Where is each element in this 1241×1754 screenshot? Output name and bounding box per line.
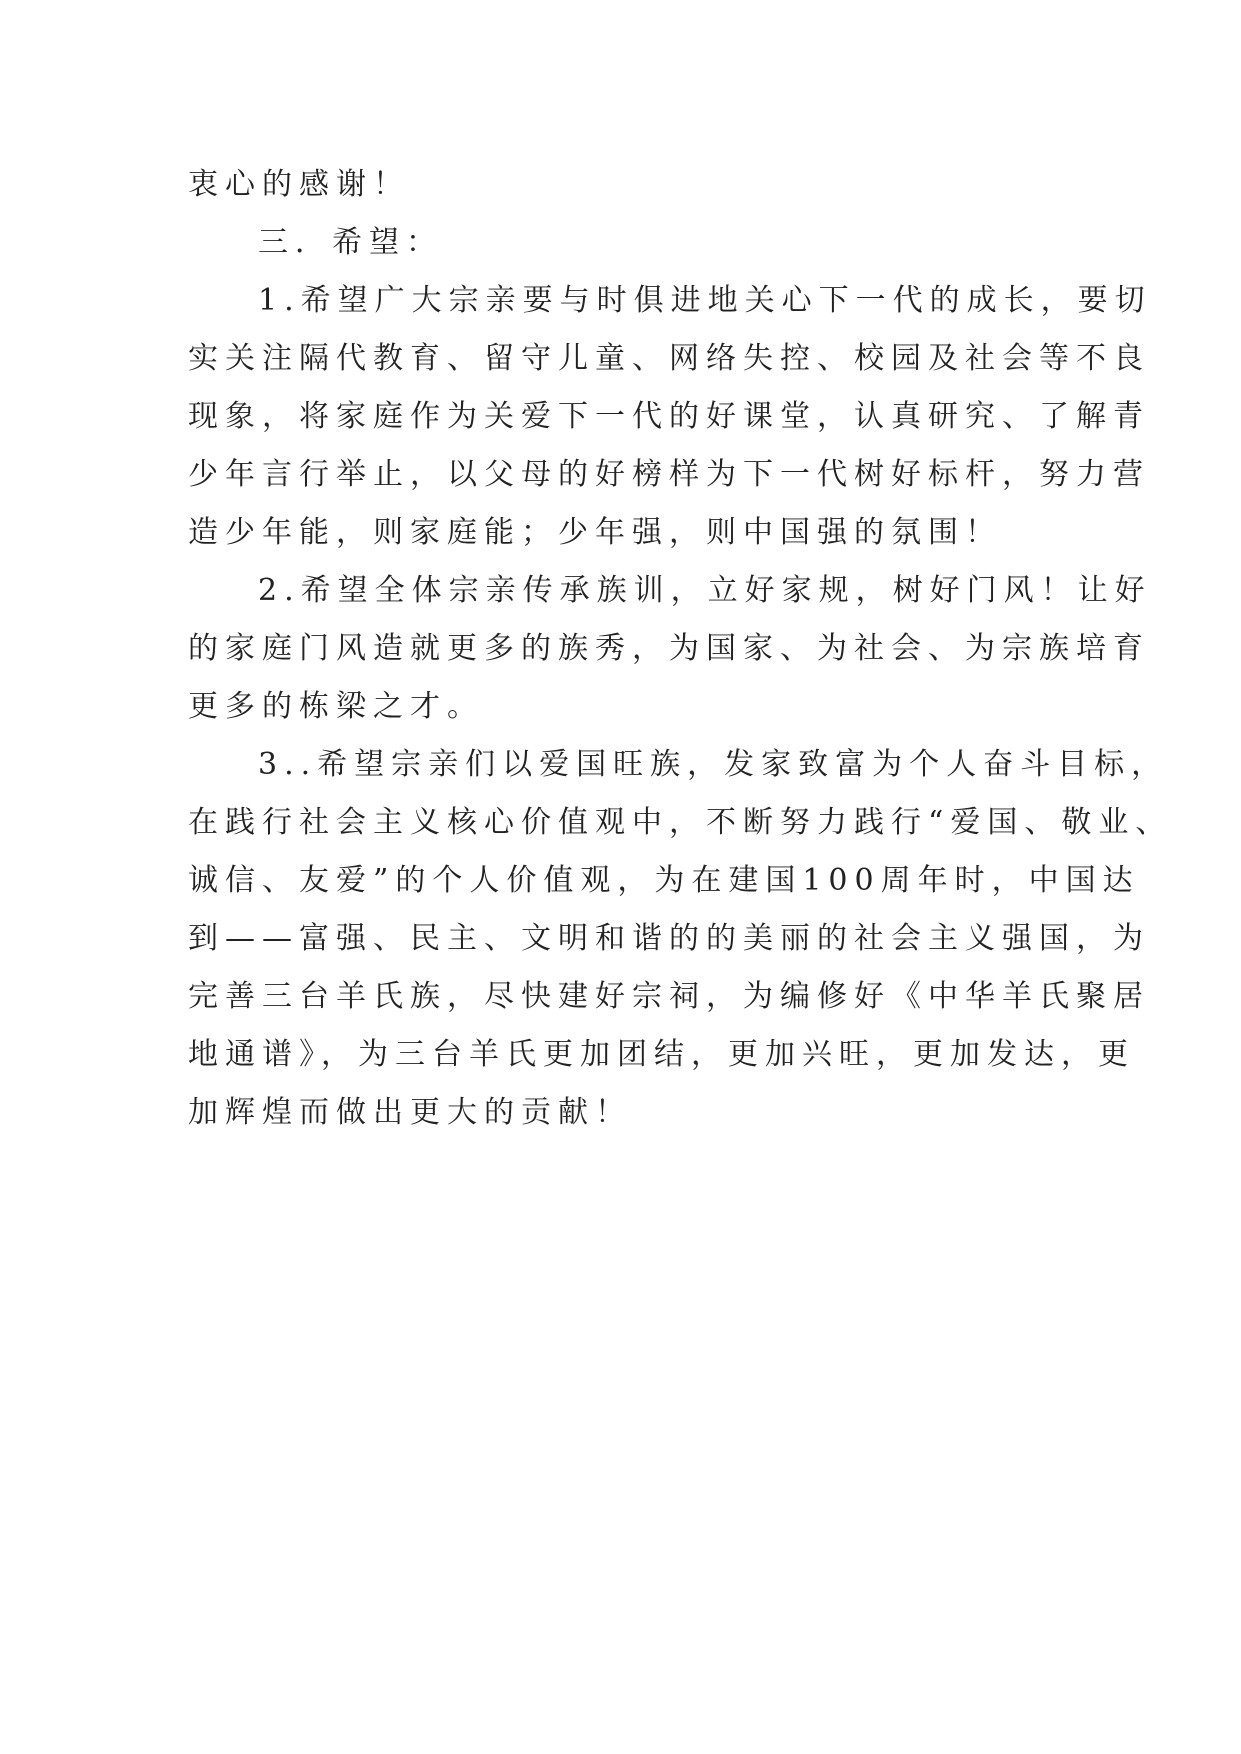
text-line: 完善三台羊氏族，尽快建好宗祠，为编修好《中华羊氏聚居	[188, 979, 1150, 1014]
text-line: 现象，将家庭作为关爱下一代的好课堂，认真研究、了解青	[188, 399, 1150, 434]
text-line: 造少年能，则家庭能；少年强，则中国强的氛围！	[188, 515, 1002, 550]
text-line: 在践行社会主义核心价值观中，不断努力践行“爱国、敬业、	[188, 805, 1173, 840]
text-line: 1.希望广大宗亲要与时俱进地关心下一代的成长，要切	[258, 283, 1152, 318]
text-line: 衷心的感谢！	[188, 167, 410, 202]
text-line: 加辉煌而做出更大的贡献！	[188, 1095, 632, 1130]
text-line: 2.希望全体宗亲传承族训，立好家规，树好门风！让好	[258, 573, 1152, 608]
text-line: 3..希望宗亲们以爱国旺族，发家致富为个人奋斗目标，	[258, 747, 1169, 782]
text-line: 的家庭门风造就更多的族秀，为国家、为社会、为宗族培育	[188, 631, 1150, 666]
body-text	[188, 156, 1173, 1142]
text-line: 更多的栋梁之才。	[188, 689, 484, 724]
text-line: 实关注隔代教育、留守儿童、网络失控、校园及社会等不良	[188, 341, 1150, 376]
text-line: 到——富强、民主、文明和谐的的美丽的社会主义强国，为	[188, 921, 1150, 956]
text-line: 诚信、友爱”的个人价值观，为在建国100周年时，中国达	[188, 863, 1140, 898]
section-heading: 三．希望：	[258, 225, 443, 260]
text-line: 少年言行举止，以父母的好榜样为下一代树好标杆，努力营	[188, 457, 1150, 492]
text-line: 地通谱》，为三台羊氏更加团结，更加兴旺，更加发达，更	[188, 1037, 1135, 1072]
